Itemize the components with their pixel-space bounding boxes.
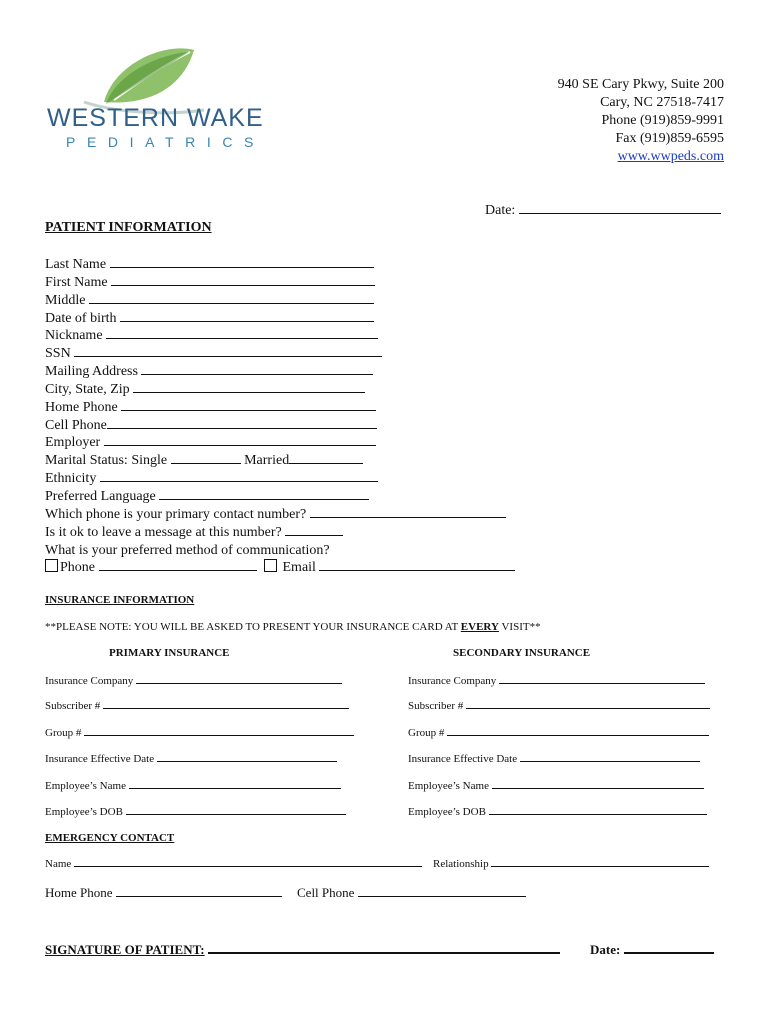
- phone-number: Phone (919)859-9991: [601, 113, 724, 128]
- fax-number: Fax (919)859-6595: [615, 131, 724, 146]
- emergency-cell-phone-label: Cell Phone: [297, 885, 355, 900]
- address-line1: 940 SE Cary Pkwy, Suite 200: [557, 77, 724, 92]
- primary-effective-date-label: Insurance Effective Date: [45, 753, 155, 765]
- last-name-field[interactable]: [45, 256, 515, 274]
- emergency-cell-phone-field[interactable]: [297, 885, 526, 901]
- employer-label: Employer: [45, 435, 101, 451]
- preferred-comm-options: [45, 559, 515, 577]
- middle-name-label: Middle: [45, 292, 86, 308]
- home-phone-label: Home Phone: [45, 399, 118, 415]
- emergency-contact-heading: EMERGENCY CONTACT: [45, 832, 175, 844]
- email-checkbox[interactable]: [264, 559, 277, 572]
- primary-subscriber-field[interactable]: [45, 700, 349, 712]
- middle-name-field[interactable]: [45, 292, 515, 310]
- insurance-info-heading: INSURANCE INFORMATION: [45, 594, 195, 606]
- signature-label: SIGNATURE OF PATIENT:: [45, 942, 205, 957]
- note-every: EVERY: [460, 621, 499, 633]
- patient-info-heading: PATIENT INFORMATION: [45, 220, 212, 235]
- marital-single-label: Marital Status: Single: [45, 453, 168, 469]
- ssn-label: SSN: [45, 346, 71, 362]
- emergency-home-phone-field[interactable]: [45, 885, 282, 901]
- city-state-zip-label: City, State, Zip: [45, 381, 130, 397]
- emergency-name-field[interactable]: [45, 858, 422, 870]
- city-state-zip-field[interactable]: [45, 381, 515, 399]
- secondary-group-label: Group #: [408, 727, 445, 739]
- leave-message-field[interactable]: [45, 524, 515, 542]
- ethnicity-label: Ethnicity: [45, 471, 97, 487]
- primary-employee-dob-field[interactable]: [45, 806, 346, 818]
- emergency-relationship-field[interactable]: [433, 858, 709, 870]
- secondary-subscriber-label: Subscriber #: [408, 700, 464, 712]
- primary-employee-name-label: Employee’s Name: [45, 780, 126, 792]
- primary-company-label: Insurance Company: [45, 675, 134, 687]
- marital-status-field[interactable]: [45, 452, 515, 470]
- secondary-group-field[interactable]: [408, 727, 709, 739]
- emergency-home-phone-label: Home Phone: [45, 885, 113, 900]
- secondary-employee-name-label: Employee’s Name: [408, 780, 489, 792]
- secondary-employee-dob-label: Employee’s DOB: [408, 806, 486, 818]
- secondary-insurance-heading: SECONDARY INSURANCE: [453, 647, 591, 659]
- logo-wordmark: WESTERN WAKE: [47, 104, 264, 132]
- primary-insurance-heading: PRIMARY INSURANCE: [109, 647, 230, 659]
- nickname-label: Nickname: [45, 328, 103, 344]
- signature-date-label: Date:: [590, 942, 621, 957]
- first-name-label: First Name: [45, 274, 108, 290]
- secondary-subscriber-field[interactable]: [408, 700, 710, 712]
- last-name-label: Last Name: [45, 257, 107, 272]
- emergency-relationship-label: Relationship: [433, 858, 489, 870]
- patient-info-fields: [45, 256, 515, 577]
- ssn-field[interactable]: [45, 345, 515, 363]
- nickname-field[interactable]: [45, 327, 515, 345]
- secondary-employee-dob-field[interactable]: [408, 806, 707, 818]
- secondary-effective-date-field[interactable]: [408, 753, 700, 765]
- secondary-employee-name-field[interactable]: [408, 780, 704, 792]
- logo-subtitle: PEDIATRICS: [66, 134, 265, 150]
- mailing-address-field[interactable]: [45, 363, 515, 381]
- first-name-field[interactable]: [45, 274, 515, 292]
- primary-contact-field[interactable]: [45, 506, 515, 524]
- employer-field[interactable]: [45, 434, 515, 452]
- preferred-comm-question: What is your preferred method of communication?: [45, 542, 330, 558]
- primary-group-field[interactable]: [45, 727, 354, 739]
- marital-married-label: Married: [244, 453, 290, 469]
- email-option-label: Email: [282, 560, 316, 576]
- home-phone-field[interactable]: [45, 399, 515, 417]
- secondary-company-label: Insurance Company: [408, 675, 497, 687]
- primary-employee-dob-label: Employee’s DOB: [45, 806, 123, 818]
- preferred-language-field[interactable]: [45, 488, 515, 506]
- emergency-name-label: Name: [45, 858, 72, 870]
- ethnicity-field[interactable]: [45, 470, 515, 488]
- primary-employee-name-field[interactable]: [45, 780, 341, 792]
- dob-field[interactable]: [45, 310, 515, 328]
- note-suffix: VISIT**: [501, 621, 541, 633]
- primary-effective-date-field[interactable]: [45, 753, 337, 765]
- primary-group-label: Group #: [45, 727, 82, 739]
- dob-label: Date of birth: [45, 310, 117, 326]
- preferred-language-label: Preferred Language: [45, 488, 156, 504]
- signature-date-field[interactable]: [590, 941, 714, 958]
- insurance-card-note: [45, 621, 541, 633]
- primary-contact-label: Which phone is your primary contact number?: [45, 506, 307, 522]
- primary-company-field[interactable]: [45, 675, 342, 687]
- secondary-company-field[interactable]: [408, 675, 705, 687]
- phone-checkbox[interactable]: [45, 559, 58, 572]
- phone-option-label: Phone: [60, 560, 95, 576]
- mailing-address-label: Mailing Address: [45, 364, 138, 380]
- date-label: Date:: [485, 203, 516, 218]
- practice-address: [558, 76, 724, 166]
- signature-field[interactable]: [45, 941, 560, 958]
- cell-phone-label: Cell Phone: [45, 417, 107, 433]
- note-prefix: **PLEASE NOTE: YOU WILL BE ASKED TO PRESENT YOUR INSURANCE CARD AT: [45, 621, 459, 633]
- primary-subscriber-label: Subscriber #: [45, 700, 101, 712]
- address-line2: Cary, NC 27518-7417: [600, 95, 724, 110]
- leave-message-label: Is it ok to leave a message at this number?: [45, 524, 282, 540]
- secondary-effective-date-label: Insurance Effective Date: [408, 753, 518, 765]
- website-link[interactable]: www.wwpeds.com: [617, 149, 724, 164]
- form-date-field[interactable]: [485, 202, 721, 219]
- cell-phone-field[interactable]: [45, 417, 515, 435]
